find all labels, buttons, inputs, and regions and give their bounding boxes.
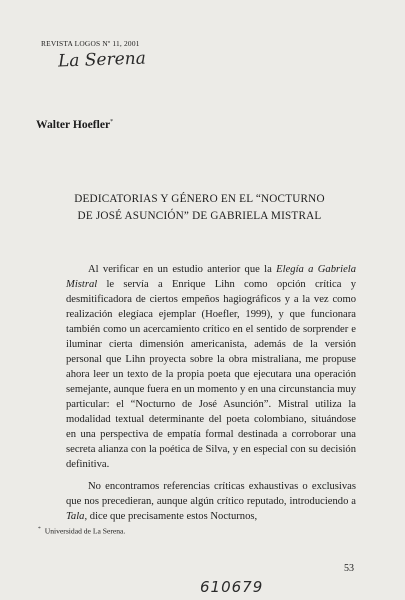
footnote-text: Universidad de La Serena. <box>44 526 126 536</box>
footnote <box>38 526 338 536</box>
paragraph-2-start: No encontramos referencias críticas exhaustivas o exclusivas que nos precedieran, aunque algún crítico reputado, introduciendo a <box>66 481 356 507</box>
page-number: 53 <box>344 563 354 574</box>
article-body <box>66 262 356 524</box>
paragraph-1 <box>66 262 356 472</box>
paragraph-2 <box>66 479 356 524</box>
handwritten-annotation: La Serena <box>57 48 147 72</box>
paragraph-1-rest: le servía a Enrique Lihn como opción crítica y desmitificadora de ciertos empeños hagiográficos y a la vez como realización elegíaca ejemplar (Hoefler, 1999), y que funcionara también como un acercamiento crítico en el sentido de sorprender e iluminar cierta dimensión americanista, además de la versión personal que Lihn proyecta sobre la obra mistraliana, me propuse ahora leer un texto de la propia poeta que ejecutara una operación semejante, aunque fuera en un momento y en una circunstancia muy particular: el “Nocturno de José Asunción”. Mistral utiliza la modalidad textual determinante del poeta colombiano, situándose en una perspectiva de empatía formal destinada a corroborar una secreta alianza con la poética de Silva, y en especial con su decisión definitiva. <box>66 279 356 470</box>
article-title <box>36 191 363 225</box>
work-title-tala: Tala <box>66 511 85 522</box>
title-line-2: DE JOSÉ ASUNCIÓN” DE GABRIELA MISTRAL <box>77 210 322 222</box>
author-name-text: Walter Hoefler <box>36 118 111 131</box>
journal-header: REVISTA LOGOS Nº 11, 2001 <box>41 39 140 48</box>
title-line-1: DEDICATORIAS Y GÉNERO EN EL “NOCTURNO <box>74 193 325 205</box>
paragraph-1-start: Al verificar en un estudio anterior que la <box>88 264 277 275</box>
paragraph-2-rest: , dice que precisamente estos Nocturnos, <box>84 511 258 522</box>
handwritten-catalog-number: 610679 <box>200 578 264 596</box>
author-name <box>36 118 113 131</box>
footnote-mark: * <box>38 526 41 532</box>
work-title-elegia: Elegía a Gabriela Mistral <box>66 264 357 290</box>
author-footnote-mark: * <box>110 119 114 126</box>
